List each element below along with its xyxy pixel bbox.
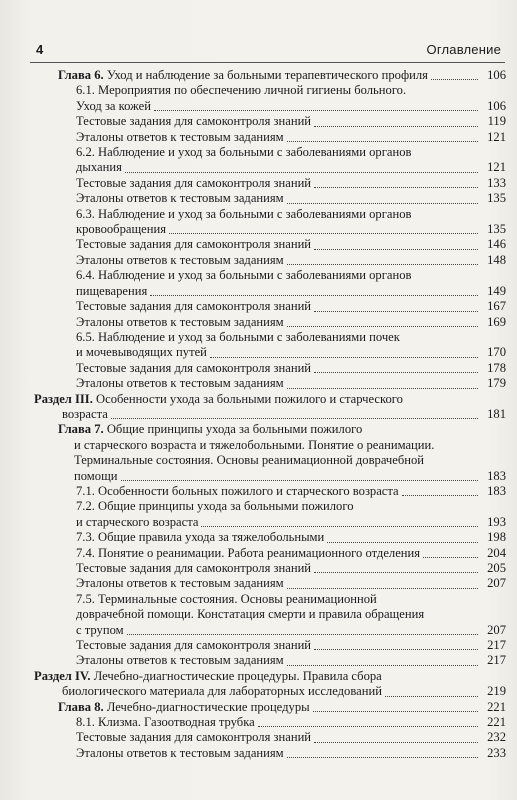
dot-leader <box>287 325 478 327</box>
dot-leader <box>431 78 478 80</box>
toc-page-number: 167 <box>487 299 506 314</box>
dot-leader <box>314 125 478 127</box>
toc-page-number: 106 <box>487 68 506 82</box>
toc-page-number: 181 <box>487 406 506 421</box>
dot-leader <box>287 587 478 589</box>
toc-entry <box>34 207 506 238</box>
toc-entry-text: Эталоны ответов к тестовым заданиям <box>76 576 284 591</box>
dot-leader <box>127 633 478 635</box>
toc-entry-text: Глава 8. Лечебно-диагностические процедуры <box>58 699 310 714</box>
toc-entry <box>34 422 506 484</box>
toc-page-number: 148 <box>487 252 506 267</box>
toc-entry <box>34 376 506 391</box>
toc-entry <box>34 530 506 545</box>
toc-page-number: 183 <box>487 483 506 498</box>
toc-entry <box>34 253 506 268</box>
toc-page-number: 232 <box>487 730 506 745</box>
toc-entry <box>34 83 506 114</box>
page-header <box>30 40 505 63</box>
toc-entry-text: Тестовые задания для самоконтроля знаний <box>76 175 312 190</box>
toc-entry-label: Раздел III. <box>34 391 93 406</box>
dot-leader <box>314 741 478 743</box>
toc-entry-text: возраста <box>62 406 108 421</box>
toc-entry <box>34 669 506 700</box>
dot-leader <box>169 232 478 234</box>
toc-entry-text: Эталоны ответов к тестовым заданиям <box>76 129 284 144</box>
toc-entry-text: Тестовые задания для самоконтроля знаний <box>76 114 312 129</box>
toc-entry-text: помощи <box>74 468 118 483</box>
toc-entry <box>34 746 506 761</box>
toc-entry-text: Раздел III. Особенности ухода за больными пожилого и старческого <box>34 391 403 406</box>
dot-leader <box>314 371 478 373</box>
toc-entry-text: доврачебной помощи. Констатация смерти и правила обращения <box>76 607 425 622</box>
toc-entry-text: 7.2. Общие принципы ухода за больными пожилого <box>76 499 354 514</box>
toc-entry <box>34 237 506 252</box>
dot-leader <box>287 263 478 265</box>
toc-page-number: 121 <box>487 129 506 144</box>
toc-entry <box>34 361 506 376</box>
toc-page-number: 135 <box>487 191 506 206</box>
toc-entry <box>34 145 506 176</box>
toc-entry <box>34 315 506 330</box>
dot-leader <box>287 387 478 389</box>
toc-page-number: 170 <box>487 345 506 360</box>
toc-entry <box>34 299 506 314</box>
toc-entry-text: Тестовые задания для самоконтроля знаний <box>76 360 312 375</box>
toc-entry-text: Эталоны ответов к тестовым заданиям <box>76 252 284 267</box>
toc-entry <box>34 700 506 715</box>
toc-entry-text: 6.5. Наблюдение и уход за больными с заболеваниями почек <box>76 329 400 344</box>
toc-entry <box>34 499 506 530</box>
toc-entry-text: и мочевыводящих путей <box>76 345 207 360</box>
toc-entry-text: 7.3. Общие правила ухода за тяжелобольными <box>76 530 325 545</box>
toc-entry <box>34 130 506 145</box>
toc-page-number: 233 <box>487 745 506 760</box>
toc-entry <box>34 484 506 499</box>
toc-page-number: 106 <box>487 98 506 113</box>
toc-entry-text: 8.1. Клизма. Газоотводная трубка <box>76 715 255 730</box>
toc-entry-label: Глава 8. <box>58 699 104 714</box>
dot-leader <box>314 648 478 650</box>
dot-leader <box>201 525 478 527</box>
toc-entry-text: и старческого возраста <box>76 514 199 529</box>
toc-page-number: 121 <box>487 160 506 175</box>
toc-page-number: 179 <box>487 376 506 391</box>
toc-entry-text: Эталоны ответов к тестовым заданиям <box>76 376 284 391</box>
toc-page-number: 149 <box>487 283 506 298</box>
toc-entry-text: Эталоны ответов к тестовым заданиям <box>76 653 284 668</box>
toc-entry <box>34 561 506 576</box>
toc-page-number: 119 <box>487 114 506 129</box>
dot-leader <box>287 756 478 758</box>
toc-page-number: 146 <box>487 237 506 252</box>
toc-entry-text: 7.4. Понятие о реанимации. Работа реанимационного отделения <box>76 545 421 560</box>
toc-entry <box>34 638 506 653</box>
dot-leader <box>258 725 478 727</box>
dot-leader <box>154 109 478 111</box>
dot-leader <box>327 541 478 543</box>
running-title: Оглавление <box>426 42 501 57</box>
toc-entry-text: 7.1. Особенности больных пожилого и старческого возраста <box>76 483 399 498</box>
toc-entry <box>34 268 506 299</box>
toc-entry-text: 7.5. Терминальные состояния. Основы реанимационной <box>76 591 377 606</box>
toc-entry-text: 6.3. Наблюдение и уход за больными с заболеваниями органов <box>76 206 412 221</box>
toc-page-number: 178 <box>487 360 506 375</box>
dot-leader <box>385 695 478 697</box>
toc-entry-label: Раздел IV. <box>34 668 91 683</box>
toc-entry-text: биологического материала для лабораторных исследований <box>62 684 382 699</box>
dot-leader <box>210 356 478 358</box>
page-number: 4 <box>36 42 44 57</box>
toc-page-number: 207 <box>487 576 506 591</box>
table-of-contents <box>34 68 506 761</box>
toc-entry <box>34 653 506 668</box>
toc-entry-text: Тестовые задания для самоконтроля знаний <box>76 299 312 314</box>
toc-entry-text: Раздел IV. Лечебно-диагностические процедуры. Правила сбора <box>34 668 382 683</box>
toc-entry-text: Тестовые задания для самоконтроля знаний <box>76 237 312 252</box>
toc-entry-text: Глава 7. Общие принципы ухода за больными пожилого <box>58 422 363 437</box>
toc-page-number: 205 <box>487 561 506 575</box>
toc-entry-text: Уход за кожей <box>76 98 152 113</box>
toc-entry-text: и старческого возраста и тяжелобольными. Понятие о реанимации. <box>74 437 435 452</box>
toc-entry <box>34 114 506 129</box>
toc-entry <box>34 715 506 730</box>
toc-page-number: 193 <box>487 514 506 529</box>
toc-entry <box>34 730 506 745</box>
toc-entry-text: дыхания <box>76 160 122 175</box>
dot-leader <box>314 310 478 312</box>
toc-page-number: 204 <box>487 545 506 560</box>
toc-entry-text: Эталоны ответов к тестовым заданиям <box>76 191 284 206</box>
dot-leader <box>314 186 478 188</box>
toc-entry <box>34 546 506 561</box>
toc-entry <box>34 576 506 591</box>
toc-page-number: 183 <box>487 468 506 483</box>
toc-entry-text: 6.4. Наблюдение и уход за больными с заболеваниями органов <box>76 268 412 283</box>
toc-entry-text: Терминальные состояния. Основы реанимационной доврачебной <box>74 453 425 468</box>
dot-leader <box>150 294 478 296</box>
toc-page-number: 221 <box>487 715 506 730</box>
toc-entry-label: Глава 6. <box>58 68 104 82</box>
toc-entry <box>34 68 506 83</box>
toc-entry <box>34 330 506 361</box>
toc-page-number: 198 <box>487 530 506 545</box>
toc-page-number: 135 <box>487 222 506 237</box>
toc-page-number: 133 <box>487 175 506 190</box>
toc-page-number: 217 <box>487 653 506 668</box>
toc-page-number: 169 <box>487 314 506 329</box>
toc-entry-label: Глава 7. <box>58 422 104 437</box>
toc-page-number: 217 <box>487 638 506 653</box>
toc-entry-text: Тестовые задания для самоконтроля знаний <box>76 561 312 575</box>
toc-page-number: 207 <box>487 622 506 637</box>
toc-entry <box>34 191 506 206</box>
dot-leader <box>121 479 479 481</box>
toc-entry-text: Тестовые задания для самоконтроля знаний <box>76 730 312 745</box>
toc-entry-text: 6.2. Наблюдение и уход за больными с заболеваниями органов <box>76 145 412 160</box>
dot-leader <box>125 171 478 173</box>
dot-leader <box>313 710 478 712</box>
toc-entry <box>34 392 506 423</box>
dot-leader <box>287 202 478 204</box>
toc-entry <box>34 176 506 191</box>
toc-entry-text: пищеварения <box>76 283 148 298</box>
toc-page-number: 221 <box>487 699 506 714</box>
toc-entry-text: с трупом <box>76 622 124 637</box>
toc-entry-text: Эталоны ответов к тестовым заданиям <box>76 745 284 760</box>
dot-leader <box>402 494 478 496</box>
dot-leader <box>423 556 478 558</box>
toc-entry-text: 6.1. Мероприятия по обеспечению личной гигиены больного. <box>76 83 407 98</box>
dot-leader <box>287 664 478 666</box>
toc-entry <box>34 592 506 638</box>
toc-entry-text: Тестовые задания для самоконтроля знаний <box>76 638 312 653</box>
toc-entry-text: Глава 6. Уход и наблюдение за больными терапевтического профиля <box>58 68 428 82</box>
dot-leader <box>314 248 478 250</box>
dot-leader <box>314 571 478 573</box>
dot-leader <box>111 417 478 419</box>
toc-entry-text: кровообращения <box>76 222 167 237</box>
toc-entry-text: Эталоны ответов к тестовым заданиям <box>76 314 284 329</box>
toc-page-number: 219 <box>487 684 506 699</box>
dot-leader <box>287 140 478 142</box>
